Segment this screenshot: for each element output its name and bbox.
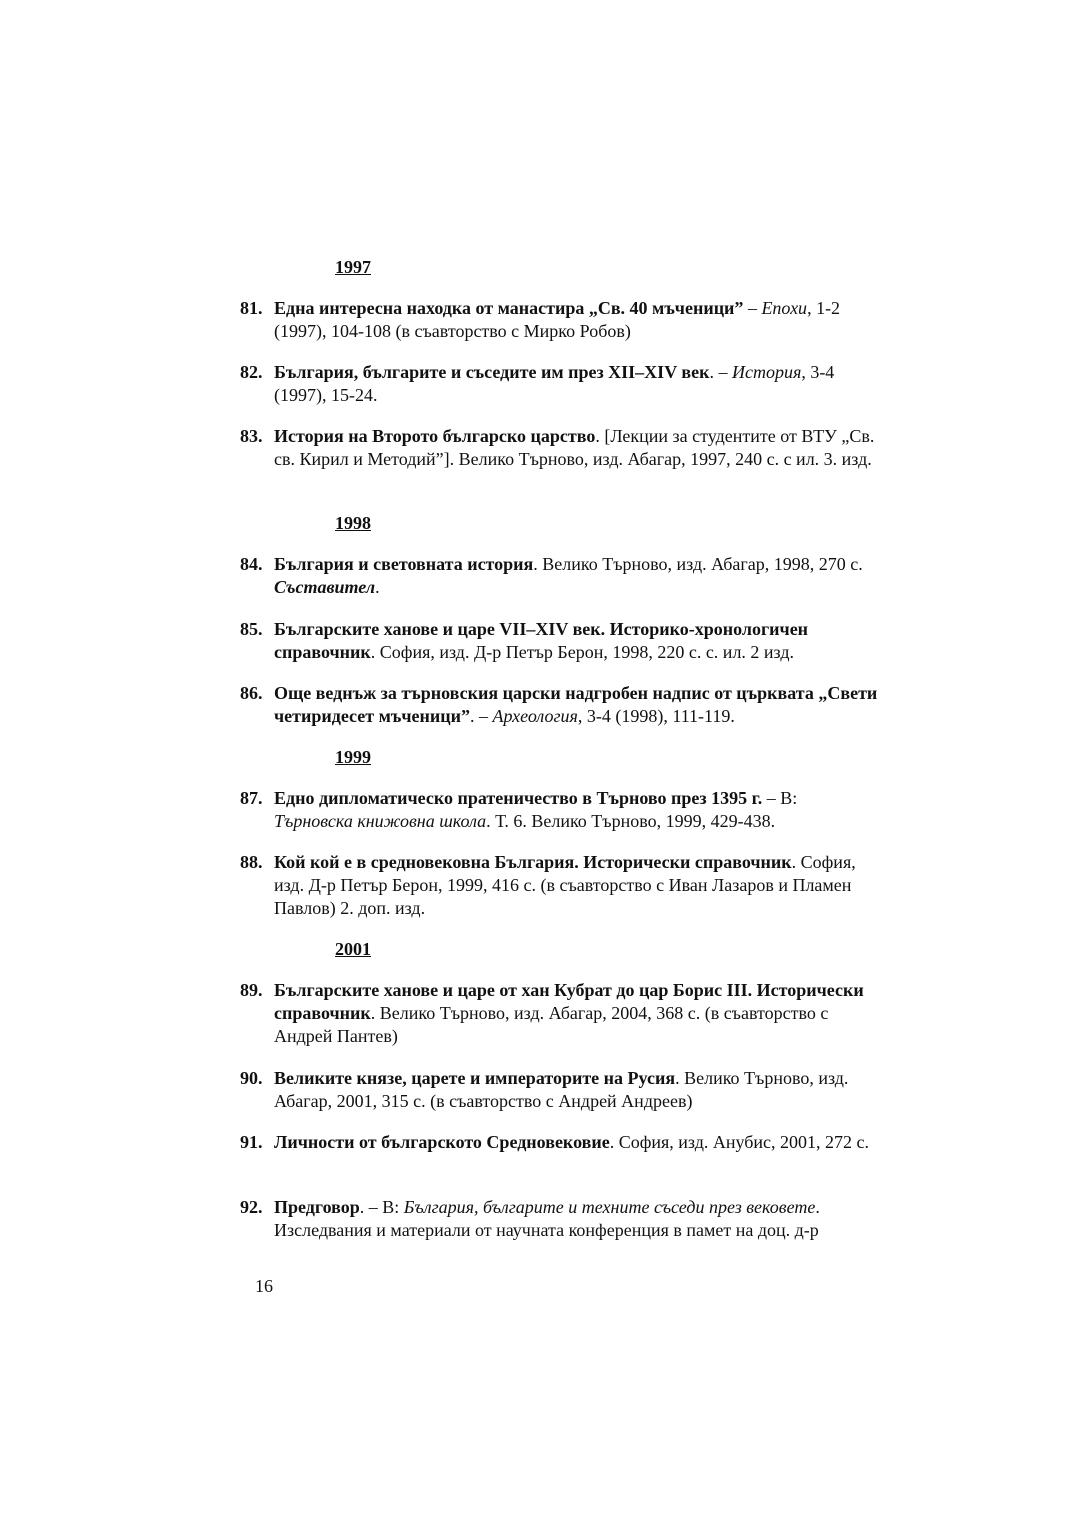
entry-separator: – В: xyxy=(762,788,798,808)
entry-title: Българските ханове и царе VII–XIV век. Историко-хронологичен справочник xyxy=(274,619,809,662)
entry-number: 92. xyxy=(240,1197,263,1217)
entry-details: , 3-4 (1997), 15-24. xyxy=(274,362,835,405)
entry-number: 83. xyxy=(240,426,263,446)
bibliography-entry-88 xyxy=(240,851,880,920)
entry-details: . София, изд. Д-р Петър Берон, 1998, 220 с. с. ил. 2 изд. xyxy=(370,642,795,662)
entry-details: . София, изд. Д-р Петър Берон, 1999, 416 с. (в съавторство с Иван Лазаров и Пламен Павлов) 2. доп. изд. xyxy=(274,852,856,918)
entry-role: Съставител xyxy=(274,577,376,597)
entry-separator: . – В: xyxy=(359,1197,404,1217)
entry-details: , 3-4 (1998), 111-119. xyxy=(577,706,735,726)
entry-title: Още веднъж за търновския царски надгробен надпис от църквата „Свети четиридесет мъченици” xyxy=(274,683,878,726)
page-number: 16 xyxy=(255,1276,273,1296)
bibliography-entry-87 xyxy=(240,787,880,833)
entry-title: Предговор xyxy=(274,1197,360,1217)
year-heading-1999: 1999 xyxy=(335,747,371,767)
entry-number: 87. xyxy=(240,788,263,808)
bibliography-entry-83 xyxy=(240,425,880,471)
entry-separator: . – xyxy=(469,706,493,726)
entry-number: 85. xyxy=(240,619,263,639)
entry-journal: История xyxy=(731,362,802,382)
entry-journal: Епохи xyxy=(761,298,808,318)
entry-details: . София, изд. Анубис, 2001, 272 с. xyxy=(609,1132,870,1152)
entry-details: . Велико Търново, изд. Абагар, 1998, 270 с. xyxy=(533,554,863,574)
entry-title: История на Второто българско царство xyxy=(274,426,596,446)
entry-journal: Търновска книжовна школа xyxy=(274,811,487,831)
entry-details: . Велико Търново, изд. Абагар, 2001, 315 с. (в съавторство с Андрей Андреев) xyxy=(274,1068,849,1111)
bibliography-entry-82 xyxy=(240,361,880,407)
bibliography-entry-81 xyxy=(240,297,880,343)
entry-title: Кой кой е в средновековна България. Исторически справочник xyxy=(274,852,792,872)
entry-end: . xyxy=(375,577,380,597)
entry-number: 82. xyxy=(240,362,263,382)
entry-journal: Археология xyxy=(492,706,578,726)
year-heading-2001: 2001 xyxy=(335,939,371,959)
entry-title: Една интересна находка от манастира „Св. 40 мъченици” xyxy=(274,298,744,318)
entry-details: . Изследвания и материали от научната конференция в памет на доц. д-р xyxy=(274,1197,820,1240)
bibliography-entry-84 xyxy=(240,553,880,599)
year-heading-1997: 1997 xyxy=(335,257,371,277)
entry-number: 81. xyxy=(240,298,263,318)
entry-title: България и световната история xyxy=(274,554,534,574)
bibliography-entry-89 xyxy=(240,979,880,1048)
bibliography-entry-91 xyxy=(240,1131,880,1154)
entry-journal: България, българите и техните съседи през вековете xyxy=(403,1197,816,1217)
entry-number: 86. xyxy=(240,683,263,703)
entry-number: 88. xyxy=(240,852,263,872)
year-heading-1998: 1998 xyxy=(335,513,371,533)
entry-title: Личности от българското Средновековие xyxy=(274,1132,610,1152)
entry-number: 91. xyxy=(240,1132,263,1152)
entry-number: 89. xyxy=(240,980,263,1000)
entry-details: , 1-2 (1997), 104-108 (в съавторство с Мирко Робов) xyxy=(274,298,841,341)
entry-separator: . – xyxy=(709,362,732,382)
bibliography-entry-86 xyxy=(240,682,880,728)
entry-details: . Т. 6. Велико Търново, 1999, 429-438. xyxy=(486,811,776,831)
entry-title: България, българите и съседите им през XII–XIV век xyxy=(274,362,710,382)
entry-title: Великите князе, царете и императорите на Русия xyxy=(274,1068,676,1088)
entry-details: . Велико Търново, изд. Абагар, 2004, 368 с. (в съавторство с Андрей Пантев) xyxy=(274,1003,829,1046)
entry-number: 84. xyxy=(240,554,263,574)
entry-number: 90. xyxy=(240,1068,263,1088)
bibliography-entry-90 xyxy=(240,1067,880,1113)
bibliography-entry-92 xyxy=(240,1196,880,1242)
entry-separator: – xyxy=(743,298,762,318)
bibliography-entry-85 xyxy=(240,618,880,664)
entry-title: Българските ханове и царе от хан Кубрат до цар Борис III. Исторически справочник xyxy=(274,980,864,1023)
entry-title: Едно дипломатическо пратеничество в Търново през 1395 г. xyxy=(274,788,763,808)
entry-details: . [Лекции за студентите от ВТУ „Св. св. Кирил и Методий”]. Велико Търново, изд. Абагар, 1997, 240 с. с ил. 3. изд. xyxy=(274,426,875,469)
